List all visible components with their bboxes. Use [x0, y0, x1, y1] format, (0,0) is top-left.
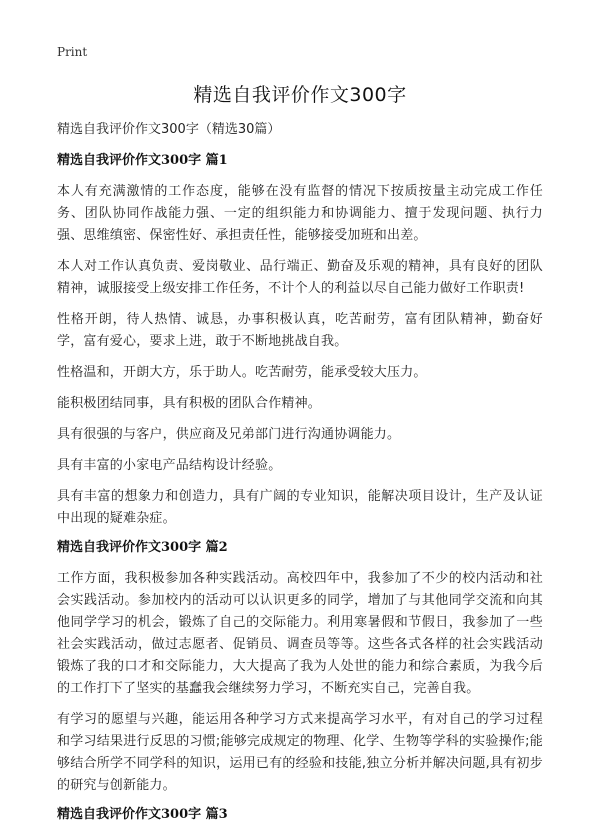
section-heading: 精选自我评价作文300字 篇2 [57, 540, 228, 555]
paragraph: 具有丰富的小家电产品结构设计经验。 [57, 458, 282, 473]
paragraph: 工作方面，我积极参加各种实践活动。高校四年中，我参加了不少的校内活动和社会实践活动。参加校内的活动可以认识更多的同学，增加了与其他同学交流和向其他同学学习的机会，锻炼了自己的交际能力。利用寒暑假和节假日，我参加了一些社会实践活动，做过志愿者、促销员、调查员等等。这些各式各样的社会实践活动锻炼了我的口才和交际能力，大大提高了我为人处世的能力和综合素质，为我今后的工作打下了坚实的基蠢我会继续努力学习，不断充实自己，完善自我。 [57, 571, 543, 696]
section-3 [57, 806, 543, 823]
paragraph: 本人有充满激情的工作态度，能够在没有监督的情况下按质按量主动完成工作任务、团队协同作战能力强、一定的组织能力和协调能力、擅于发现问题、执行力强、思维缜密、保密性好、承担责任性，能够接受加班和出差。 [57, 184, 543, 243]
section-2 [57, 539, 543, 797]
section-heading: 精选自我评价作文300字 篇3 [57, 807, 228, 822]
paragraph: 具有丰富的想象力和创造力，具有广阔的专业知识，能解决项目设计，生产及认证中出现的疑难杂症。 [57, 489, 543, 526]
paragraph: 本人对工作认真负责、爱岗敬业、品行端正、勤奋及乐观的精神，具有良好的团队精神，诚服接受上级安排工作任务，不计个人的利益以尽自己能力做好工作职责! [57, 259, 543, 296]
print-label: Print [57, 45, 88, 59]
paragraph: 性格温和，开朗大方，乐于助人。吃苦耐劳，能承受较大压力。 [57, 365, 427, 380]
section-heading: 精选自我评价作文300字 篇1 [57, 153, 228, 168]
document-subtitle: 精选自我评价作文300字（精选30篇） [57, 122, 281, 137]
paragraph: 性格开朗，待人热情、诚恳，办事积极认真，吃苦耐劳，富有团队精神，勤奋好学，富有爱心，要求上进，敢于不断地挑战自我。 [57, 312, 543, 349]
section-1 [57, 152, 543, 530]
paragraph: 能积极团结同事，具有积极的团队合作精神。 [57, 396, 322, 411]
paragraph: 具有很强的与客户，供应商及兄弟部门进行沟通协调能力。 [57, 427, 401, 442]
page-title: 精选自我评价作文300字 [193, 84, 407, 106]
document-body [57, 121, 543, 835]
paragraph: 有学习的愿望与兴趣，能运用各种学习方式来提高学习水平，有对自己的学习过程和学习结果进行反思的习惯;能够完成规定的物理、化学、生物等学科的实验操作;能够结合所学不同学科的知识，运用已有的经验和技能,独立分析并解决问题,具有初步的研究与创新能力。 [57, 712, 543, 793]
